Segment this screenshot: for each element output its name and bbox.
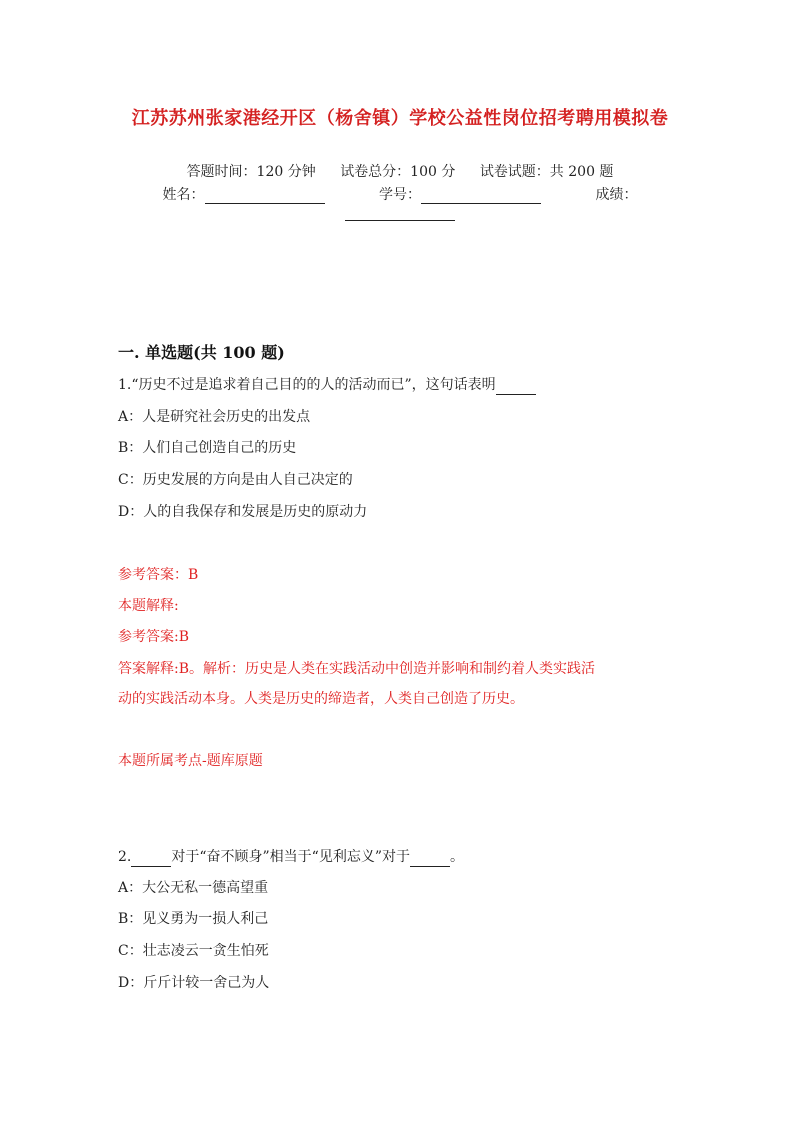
question-1-option-a: A：人是研究社会历史的出发点	[118, 409, 311, 425]
question-1-answer-repeat: 参考答案:B	[118, 629, 190, 645]
exam-total-score: 试卷总分：100 分	[340, 164, 456, 180]
name-label: 姓名：	[162, 187, 205, 203]
id-blank	[421, 189, 541, 204]
student-info-line	[0, 184, 800, 204]
question-2-option-c: C：壮志凌云一贪生怕死	[118, 943, 269, 959]
question-2-number: 2.	[118, 849, 132, 865]
score-blank	[345, 206, 455, 221]
question-2-option-a: A：大公无私一德高望重	[118, 880, 269, 896]
question-1-explanation-line-2: 动的实践活动本身。人类是历史的缔造者，人类自己创造了历史。	[118, 691, 524, 707]
section-heading: 一. 单选题(共 100 题)	[118, 343, 285, 362]
question-1-explanation-line-1: 答案解释:B。解析：历史是人类在实践活动中创造并影响和制约着人类实践活	[118, 661, 596, 677]
name-field	[163, 184, 325, 204]
exam-title: 江苏苏州张家港经开区（杨舍镇）学校公益性岗位招考聘用模拟卷	[131, 108, 669, 129]
question-1-answer: 参考答案：B	[118, 567, 199, 583]
question-1-source: 本题所属考点-题库原题	[118, 753, 263, 769]
name-blank	[205, 189, 325, 204]
question-1-option-c: C：历史发展的方向是由人自己决定的	[118, 472, 353, 488]
exam-time: 答题时间：120 分钟	[186, 164, 316, 180]
id-field	[379, 184, 541, 204]
id-label: 学号：	[379, 187, 421, 203]
question-2-text: 对于“奋不顾身”相当于“见利忘义”对于	[171, 849, 410, 865]
question-1-blank	[496, 380, 536, 395]
question-1-text: 1.“历史不过是追求着自己目的的人的活动而已”，这句话表明	[118, 377, 496, 393]
score-label: 成绩：	[595, 187, 638, 203]
question-2-blank-2	[410, 852, 450, 867]
question-2-option-d: D：斤斤计较一舍己为人	[118, 975, 270, 991]
question-1-option-b: B：人们自己创造自己的历史	[118, 440, 297, 456]
score-field	[595, 184, 637, 204]
question-2-end: 。	[450, 849, 464, 865]
question-2-option-b: B：见义勇为一损人利己	[118, 911, 269, 927]
question-2-stem	[118, 847, 688, 867]
question-1-explain-label: 本题解释:	[118, 598, 179, 614]
exam-info-line	[0, 161, 800, 181]
question-2-blank-1	[131, 852, 171, 867]
score-blank-line	[0, 205, 800, 221]
question-1-stem	[118, 375, 688, 395]
exam-question-count: 试卷试题：共 200 题	[479, 164, 614, 180]
question-1-option-d: D：人的自我保存和发展是历史的原动力	[118, 504, 368, 520]
